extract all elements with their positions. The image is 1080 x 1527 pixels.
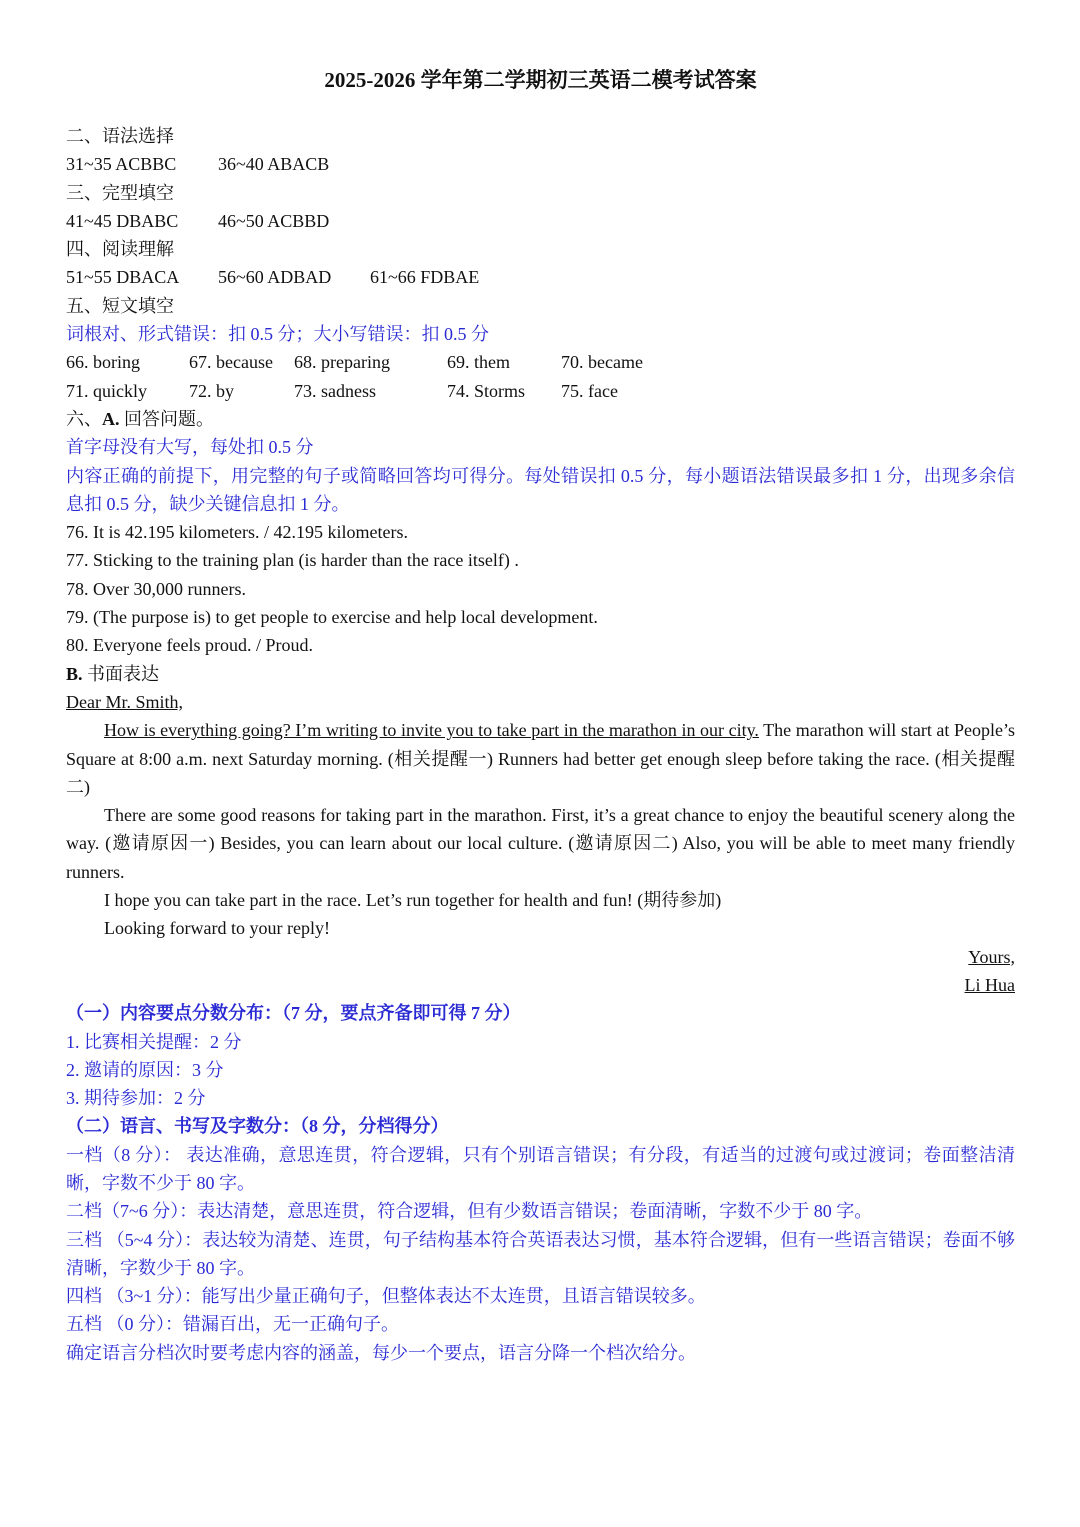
section-cloze-heading: 三、完型填空 [66,182,174,203]
scoring-content-item: 3. 期待参加：2 分 [66,1088,206,1109]
letter-paragraph-4: Looking forward to your reply! [104,918,330,939]
scoring-level: 四档 （3~1 分）：能写出少量正确句子，但整体表达不太连贯，且语言错误较多。 [66,1286,706,1307]
answer-group: 51~55 DBACA [66,267,180,288]
scoring-content-item: 1. 比赛相关提醒：2 分 [66,1031,242,1052]
answer-item: 74. Storms [447,380,526,401]
answer-group: 56~60 ADBAD [218,267,332,288]
answer-item: 70. became [561,352,643,373]
answer-group: 36~40 ABACB [218,154,330,175]
letter-paragraph-1-rest: The marathon will start at People’s Square at 8:00 a.m. next Saturday morning. (相关提醒一) Runners had better get enough sleep before taking the race. (相关提醒二) [66,720,1015,797]
letter-opening-sentence: How is everything going? I’m writing to invite you to take part in the marathon in our city. [104,720,759,741]
letter-closing [66,943,1015,971]
qa-answer: 76. It is 42.195 kilometers. / 42.195 kilometers. [66,522,408,543]
answer-group: 31~35 ACBBC [66,154,177,175]
section-qa-note2: 内容正确的前提下，用完整的句子或简略回答均可得分。每处错误扣 0.5 分，每小题语法错误最多扣 1 分，出现多余信息扣 0.5 分，缺少关键信息扣 1 分。 [66,465,1015,514]
answer-item: 69. them [447,352,510,373]
answer-item: 72. by [189,380,234,401]
answer-item: 68. preparing [294,352,390,373]
section-reading-answers [66,263,1015,291]
qa-answer: 80. Everyone feels proud. / Proud. [66,635,313,656]
answer-group: 41~45 DBABC [66,210,179,231]
scoring-content-item: 2. 邀请的原因：3 分 [66,1059,224,1080]
answer-item: 66. boring [66,352,140,373]
letter-paragraph-2: There are some good reasons for taking part in the marathon. First, it’s a great chance to enjoy the beautiful scenery along the way. (邀请原因一) Besides, you can learn about our local culture. (邀请原因二) Also, you will be able to meet many friendly runners. [66,805,1015,882]
section-fill-note: 词根对、形式错误：扣 0.5 分；大小写错误：扣 0.5 分 [66,324,489,345]
qa-answer: 79. (The purpose is) to get people to exercise and help local development. [66,607,598,628]
answer-item: 67. because [189,352,273,373]
scoring-final-note: 确定语言分档次时要考虑内容的涵盖，每少一个要点，语言分降一个档次给分。 [66,1342,696,1363]
section-qa-heading [66,405,1015,433]
letter-paragraph-3: I hope you can take part in the race. Let’s run together for health and fun! (期待参加) [104,890,722,911]
section-qa-title: 回答问题。 [124,408,214,429]
section-fill-answers-row1 [66,348,1015,376]
letter-signature-text: Li Hua [964,974,1015,995]
scoring-level: 二档（7~6 分）：表达清楚，意思连贯，符合逻辑，但有少数语言错误；卷面清晰，字数不少于 80 字。 [66,1201,873,1222]
answer-group: 61~66 FDBAE [370,267,480,288]
qa-answer: 77. Sticking to the training plan (is harder than the race itself) . [66,550,519,571]
section-writing-label: B. [66,663,83,684]
section-grammar-answers [66,150,1015,178]
section-fill-heading: 五、短文填空 [66,295,174,316]
letter-salutation-text: Dear Mr. Smith, [66,691,183,712]
section-reading-heading: 四、阅读理解 [66,239,174,260]
scoring-level: 三档 （5~4 分）：表达较为清楚、连贯，句子结构基本符合英语表达习惯，基本符合逻辑，但有一些语言错误；卷面不够清晰，字数少于 80 字。 [66,1229,1015,1278]
letter-closing-text: Yours, [968,946,1015,967]
answer-item: 71. quickly [66,380,147,401]
section-qa-label: A. [102,408,120,429]
section-cloze-answers [66,207,1015,235]
scoring-language-heading: （二）语言、书写及字数分：（8 分，分档得分） [66,1116,449,1137]
scoring-level: 五档 （0 分）：错漏百出，无一正确句子。 [66,1314,399,1335]
section-grammar-heading: 二、语法选择 [66,126,174,146]
qa-answer: 78. Over 30,000 runners. [66,578,246,599]
section-writing-heading [66,660,1015,688]
letter-signature [66,971,1015,999]
section-writing-title: 书面表达 [87,663,160,684]
letter-paragraph-1 [66,716,1015,801]
answer-item: 75. face [561,380,618,401]
section-qa-prefix: 六、 [66,408,102,429]
section-fill-answers-row2 [66,377,1015,405]
scoring-content-heading: （一）内容要点分数分布：（7 分，要点齐备即可得 7 分） [66,1003,521,1024]
scoring-level: 一档（8 分）： 表达准确，意思连贯，符合逻辑，只有个别语言错误；有分段，有适当的过渡句或过渡词；卷面整洁清晰，字数不少于 80 字。 [66,1144,1015,1193]
answer-group: 46~50 ACBBD [218,210,330,231]
letter-salutation [66,688,1015,716]
section-qa-note1: 首字母没有大写，每处扣 0.5 分 [66,437,314,458]
answer-item: 73. sadness [294,380,376,401]
page-title: 2025-2026 学年第二学期初三英语二模考试答案 [324,68,757,92]
